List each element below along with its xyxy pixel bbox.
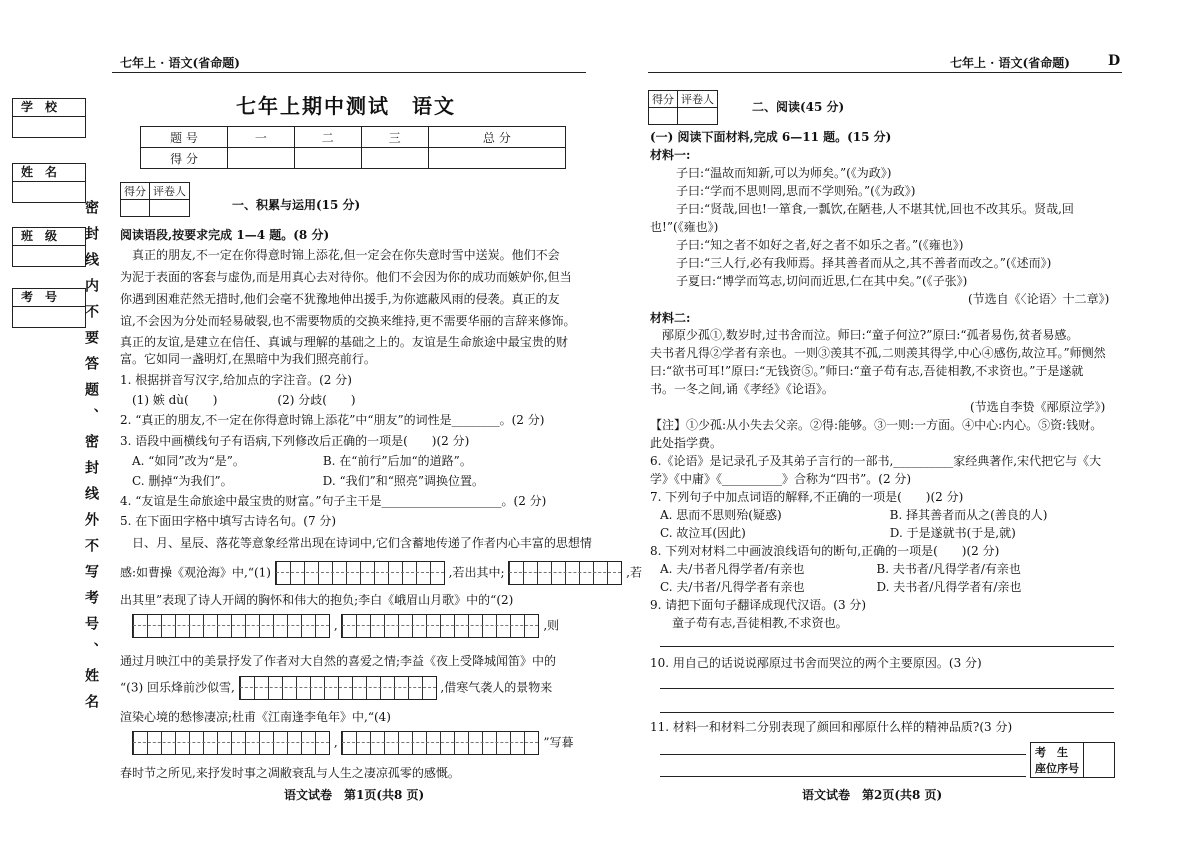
grader-box-2 — [648, 90, 718, 125]
poem-tail: ”写暮 — [543, 735, 574, 750]
p2-line: 【注】①少孤:从小失去父亲。②得:能够。③一则:一方面。④中心:内心。⑤资:钱财。 — [650, 418, 1103, 432]
grader-name-cell[interactable] — [678, 108, 718, 125]
score-row-label: 得 分 — [141, 148, 228, 169]
page2-header-rule — [648, 72, 1122, 73]
p2-line: 子曰:“学而不思则罔,思而不学则殆。”(《为政》) — [676, 184, 916, 198]
seal-line-notice: 密封线内不要答题、密封线外不写考号、姓名 — [83, 200, 99, 720]
grader-score-cell[interactable] — [649, 108, 678, 125]
p2-line: 学》《中庸》《__________》合称为“四书”。(2 分) — [650, 472, 912, 486]
p2-line: 子夏曰:“博学而笃志,切问而近思,仁在其中矣。”(《子张》) — [676, 274, 968, 288]
score-table-header-4: 总 分 — [428, 127, 565, 148]
school-field[interactable] — [12, 98, 86, 138]
p1-line: 春时节之所见,来抒发时事之凋敝衰乱与人生之凄凉孤零的感慨。 — [120, 766, 460, 780]
poem-line-2: , ,则 — [132, 614, 559, 638]
p1-line: 日、月、星辰、落花等意象经常出现在诗词中,它们含蓄地传递了作者内心丰富的思想情 — [120, 536, 592, 550]
score-table-header-1: 一 — [228, 127, 295, 148]
p1-line: 为泥于表面的客套与虚伪,而是用真心去对待你。他们不会因为你的成功而嫉妒你,但当 — [120, 270, 572, 284]
answer-line-10a[interactable] — [660, 688, 1114, 689]
p2-line: (一) 阅读下面材料,完成 6—11 题。(15 分) — [650, 130, 892, 144]
p2-line: 夫书者凡得②学者有亲也。一则③羡其不孤,二则羡其得学,中心④感伤,故泣耳。”师恻然 — [650, 346, 1106, 360]
page1-header-rule — [112, 72, 586, 73]
p1-line: 真正的友谊,是建立在信任、真诚与理解的基础之上的。友谊是生命旅途中最宝贵的财 — [120, 335, 568, 349]
name-field[interactable] — [12, 163, 86, 203]
p1-line: 3. 语段中画横线句子有语病,下列修改后正确的一项是( )(2 分) — [120, 434, 470, 448]
p2-line: 9. 请把下面句子翻译成现代汉语。(3 分) — [650, 598, 867, 612]
page2-footer: 语文试卷 第2页(共8 页) — [802, 788, 943, 802]
answer-line-11a[interactable] — [660, 754, 1026, 755]
seat-number-cell[interactable] — [1084, 743, 1115, 778]
p2-line: 曰:“欲书可耳!”原曰:“无钱资⑤。”师曰:“童子苟有志,吾徒相教,不求资也。”于是遂就 — [650, 364, 1084, 378]
p2-source-2: (节选自李贽《邴原泣学》) — [970, 400, 1106, 414]
p1-line: 1. 根据拼音写汉字,给加点的字注音。(2 分) — [120, 373, 352, 387]
score-table-header-0: 题 号 — [141, 127, 228, 148]
p1-line: 谊,不会因为分处而轻易破裂,也不需要物质的交换来维持,更不需要华丽的言辞来修饰。 — [120, 314, 576, 328]
p1-line: 你遇到困难茫然无措时,他们会毫不犹豫地伸出援手,为你遮蔽风雨的侵袭。真正的友 — [120, 292, 560, 306]
p2-source-1: (节选自《〈论语〉十二章》) — [968, 292, 1110, 306]
poem-grid-3[interactable] — [239, 676, 437, 700]
score-table-header-3: 三 — [361, 127, 428, 148]
poem-tail: ,若 — [626, 565, 642, 580]
grader-box-1 — [120, 182, 190, 217]
class-label: 班 级 — [13, 228, 85, 246]
p1-line: 2. “真正的朋友,不一定在你得意时锦上添花”中“朋友”的词性是________。(2 分) — [120, 413, 545, 427]
grader-score-label: 得分 — [649, 91, 678, 108]
section2-title: 二、阅读(45 分) — [752, 100, 845, 114]
answer-line-10b[interactable] — [660, 712, 1114, 713]
grader-name-label: 评卷人 — [150, 183, 190, 200]
p2-line: C. 夫/书者/凡得学者有亲也 D. 夫书者/凡得学者有/亲也 — [660, 580, 1022, 594]
p2-line: 材料一: — [650, 148, 691, 162]
exam-number-label: 考 号 — [13, 289, 85, 307]
answer-line-9[interactable] — [660, 646, 1114, 647]
p1-line: 感:如曹操《观沧海》中,“(1) — [120, 565, 271, 580]
poem-grid-2b[interactable] — [341, 614, 539, 638]
p2-line: 材料二: — [650, 311, 691, 325]
class-field[interactable] — [12, 227, 86, 267]
score-cell-1[interactable] — [228, 148, 295, 169]
poem-line-1 — [120, 561, 642, 585]
poem-grid-1a[interactable] — [275, 561, 445, 585]
p1-line: 通过月映江中的美景抒发了作者对大自然的喜爱之情;李益《夜上受降城闻笛》中的 — [120, 654, 557, 668]
exam-title: 七年上期中测试 语文 — [236, 94, 456, 118]
exam-number-field[interactable] — [12, 288, 86, 328]
page1-footer: 语文试卷 第1页(共8 页) — [284, 788, 425, 802]
p2-line: A. 思而不思则殆(疑惑) B. 择其善者而从之(善良的人) — [660, 508, 1048, 522]
answer-line-11b[interactable] — [660, 776, 1026, 777]
page1-header-tag: 七年上 · 语文(省命题) — [120, 56, 240, 70]
poem-tail: ,则 — [543, 618, 560, 633]
poem-grid-4a[interactable] — [132, 731, 330, 755]
p2-line: 7. 下列句子中加点词语的解释,不正确的一项是( )(2 分) — [650, 490, 964, 504]
p1-line: C. 删掉“为我们”。 D. “我们”和“照亮”调换位置。 — [132, 474, 485, 488]
grader-score-cell[interactable] — [121, 200, 150, 217]
p2-line: 书。一冬之间,诵《孝经》《论语》。 — [650, 382, 834, 396]
p2-line: 11. 材料一和材料二分别表现了颜回和邴原什么样的精神品质?(3 分) — [650, 720, 1013, 734]
poem-tail: ,若出其中; — [448, 565, 505, 580]
p1-line: “(3) 回乐烽前沙似雪, — [120, 680, 235, 695]
p2-line: A. 夫/书者凡得学者/有亲也 B. 夫书者/凡得学者/有亲也 — [660, 562, 1021, 576]
seat-number-box — [1030, 742, 1115, 778]
p2-line: 此处指学费。 — [650, 436, 723, 450]
score-cell-total[interactable] — [428, 148, 565, 169]
p1-line: 出其里”表现了诗人开阔的胸怀和伟大的抱负;李白《峨眉山月歌》中的“(2) — [120, 593, 514, 607]
p2-line: 子曰:“贤哉,回也!一箪食,一瓢饮,在陋巷,人不堪其忧,回也不改其乐。贤哉,回 — [676, 202, 1074, 216]
p1-line: (1) 嫉 dù( ) (2) 分歧( ) — [132, 393, 356, 407]
p2-line: 邴原少孤①,数岁时,过书舍而泣。师曰:“童子何泣?”原曰:“孤者易伤,贫者易感。 — [650, 328, 1079, 342]
score-table — [140, 126, 566, 169]
school-label: 学 校 — [13, 99, 85, 117]
p1-line: 真正的朋友,不一定在你得意时锦上添花,但一定会在你失意时雪中送炭。他们不会 — [120, 248, 560, 262]
p2-line: 8. 下列对材料二中画波浪线语句的断句,正确的一项是( )(2 分) — [650, 544, 1000, 558]
p2-line: 子曰:“温故而知新,可以为师矣。”(《为政》) — [676, 166, 892, 180]
p2-line: 也!”(《雍也》) — [650, 220, 719, 234]
p2-line: 10. 用自己的话说说邴原过书舍而哭泣的两个主要原因。(3 分) — [650, 656, 982, 670]
p1-line: 渲染心境的愁惨凄凉;杜甫《江南逢李龟年》中,“(4) — [120, 710, 391, 724]
score-cell-2[interactable] — [294, 148, 361, 169]
grader-name-cell[interactable] — [150, 200, 190, 217]
section1-title: 一、积累与运用(15 分) — [232, 198, 361, 212]
p1-line: 4. “友谊是生命旅途中最宝贵的财富。”句子主干是____________________。(2 分) — [120, 494, 547, 508]
p1-line: 富。它如同一盏明灯,在黑暗中为我们照亮前行。 — [120, 352, 376, 366]
poem-line-3 — [120, 676, 552, 700]
p1-line: A. “如同”改为“是”。 B. 在“前行”后加“的道路”。 — [132, 454, 472, 468]
seat-label: 考 生 座位序号 — [1031, 743, 1084, 778]
p1-line: 阅读语段,按要求完成 1—4 题。(8 分) — [120, 228, 330, 242]
p1-line: 5. 在下面田字格中填写古诗名句。(7 分) — [120, 514, 337, 528]
p2-line: 子曰:“三人行,必有我师焉。择其善者而从之,其不善者而改之。”(《述而》) — [676, 256, 1052, 270]
score-table-header-2: 二 — [294, 127, 361, 148]
p2-line: 童子苟有志,吾徒相教,不求资也。 — [660, 616, 848, 630]
grader-score-label: 得分 — [121, 183, 150, 200]
name-label: 姓 名 — [13, 164, 85, 182]
grader-name-label: 评卷人 — [678, 91, 718, 108]
p2-line: C. 故泣耳(因此) D. 于是遂就书(于是,就) — [660, 526, 1016, 540]
poem-line-4: , ”写暮 — [132, 731, 573, 755]
score-cell-3[interactable] — [361, 148, 428, 169]
poem-grid-2a[interactable] — [132, 614, 330, 638]
poem-grid-4b[interactable] — [341, 731, 539, 755]
page2-header-tag: 七年上 · 语文(省命题) — [950, 56, 1070, 70]
p2-line: 6.《论语》是记录孔子及其弟子言行的一部书,__________家经典著作,宋代把它与《大 — [650, 454, 1102, 468]
poem-grid-1b[interactable] — [508, 561, 622, 585]
poem-tail: ,借寒气袭人的景物来 — [440, 680, 553, 695]
paper-version-letter: D — [1108, 53, 1121, 69]
p2-line: 子曰:“知之者不如好之者,好之者不如乐之者。”(《雍也》) — [676, 238, 964, 252]
